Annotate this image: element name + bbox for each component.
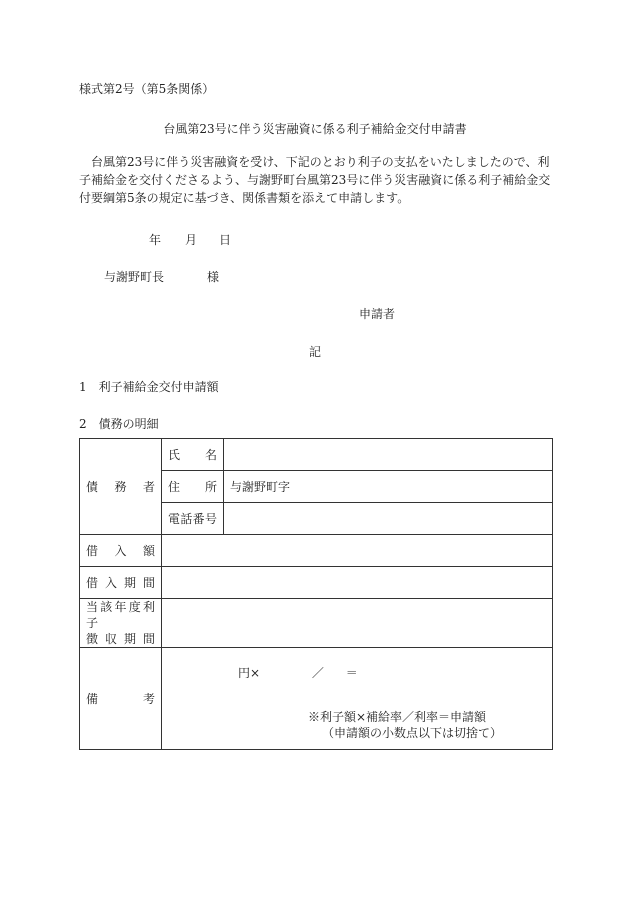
calc-slash: ／: [311, 666, 324, 680]
table-row: [80, 439, 553, 471]
table-row: [80, 599, 553, 648]
honorific: 様: [207, 270, 220, 284]
ki-heading: 記: [308, 345, 321, 359]
table-row: [80, 648, 553, 750]
form-number: 様式第2号（第5条関係）: [79, 82, 215, 96]
interest-period-field[interactable]: [162, 599, 553, 648]
formula-truncation-note: （申請額の小数点以下は切捨て）: [322, 726, 503, 740]
addressee: 与謝野町長: [104, 270, 165, 284]
date-year-label: 年: [149, 233, 162, 247]
applicant-label: 申請者: [359, 307, 396, 321]
application-body-text: 台風第23号に伴う災害融資を受け、下記のとおり利子の支払をいたしましたので、利子補給金を交付くださるよう、与謝野町台風第23号に伴う災害融資に係る利子補給金交付要綱第5条の規定に基づき、関係書類を添えて申請します。: [79, 155, 551, 205]
table-row: [80, 535, 553, 567]
date-day-label: 日: [219, 233, 232, 247]
interest-period-line2: 徴収期間: [86, 632, 155, 646]
debtor-label: 債 務 者: [80, 439, 162, 535]
item-2-heading: 2 債務の明細: [79, 417, 159, 431]
loan-amount-label: 借入額: [80, 535, 162, 567]
address-field[interactable]: 与謝野町字: [224, 471, 553, 503]
table-row: [80, 567, 553, 599]
phone-label: 電話番号: [162, 503, 224, 535]
remarks-cell[interactable]: [162, 648, 553, 750]
interest-period-line1: 当該年度利子: [86, 600, 155, 630]
document-title: 台風第23号に伴う災害融資に係る利子補給金交付申請書: [163, 122, 467, 136]
remarks-label: 備 考: [80, 648, 162, 750]
loan-period-field[interactable]: [162, 567, 553, 599]
item-1-heading: 1 利子補給金交付申請額: [79, 380, 219, 394]
address-label: 住 所: [162, 471, 224, 503]
calculation-line: [238, 664, 376, 681]
name-label: 氏 名: [162, 439, 224, 471]
phone-field[interactable]: [224, 503, 553, 535]
debt-details-table: [79, 438, 553, 750]
interest-period-label: [80, 599, 162, 648]
loan-amount-field[interactable]: [162, 535, 553, 567]
formula-note: ※利子額×補給率／利率＝申請額: [308, 710, 487, 724]
name-field[interactable]: [224, 439, 553, 471]
calc-equals: ＝: [345, 666, 358, 680]
loan-period-label: 借入期間: [80, 567, 162, 599]
calc-yen: 円×: [238, 666, 261, 680]
date-month-label: 月: [185, 233, 198, 247]
